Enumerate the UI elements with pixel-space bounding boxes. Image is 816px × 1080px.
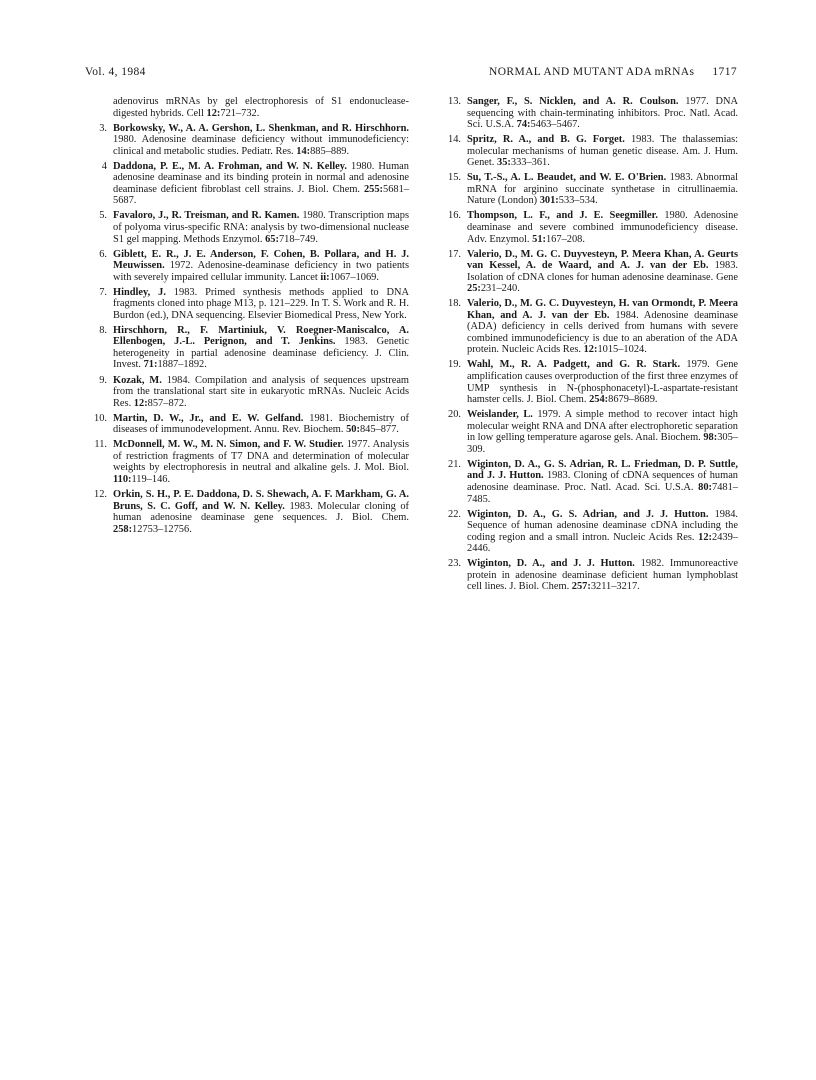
reference-pages: 3211–3217. [590, 581, 640, 593]
reference-volume: 80: [698, 481, 713, 493]
reference-text: 1983. Cloning of cDNA sequences of human adenosine deaminase. Proc. Natl. Acad. Sci. U.S.A. [467, 470, 738, 493]
reference-text: 1977. Analysis of restriction fragments of T7 DNA and determination of molecular weights by electrophoresis in neutral and alkaline gels. J. Mol. Biol. [113, 439, 409, 474]
reference-text: 1984. Sequence of human adenosine deaminase cDNA including the coding region and a small intron. Nucleic Acids Res. [467, 508, 738, 543]
reference-pages: 333–361. [510, 157, 550, 169]
reference-pages: 305–309. [467, 432, 738, 455]
reference-number: 6. [99, 248, 107, 260]
reference-number: 12. [94, 488, 107, 500]
reference-authors: Valerio, D., M. G. C. Duyvesteyn, P. Meera Khan, A. Geurts van Kessel, A. de Waard, and A. J. van der Eb. [467, 248, 738, 272]
reference-volume: 301: [539, 195, 559, 207]
reference-volume: 255: [363, 183, 384, 195]
reference-authors: Wiginton, D. A., G. S. Adrian, R. L. Friedman, D. P. Suttle, and J. J. Hutton. [467, 458, 738, 482]
reference-pages: 1887–1892. [157, 359, 207, 371]
reference-authors: Hindley, J. [113, 286, 166, 298]
reference-entry [446, 172, 738, 207]
reference-text: 1983. Primed synthesis methods applied to DNA fragments cloned into phage M13, p. 121–229. In T. S. Work and R. H. Burdon (ed.), DNA sequencing. Elsevier Biomedical Press, New York. [113, 286, 409, 321]
reference-text: 1984. Adenosine deaminase (ADA) deficiency in cells derived from humans with severe combined immunodeficiency is due to an aberation of the ADA protein. Nucleic Acids Res. [467, 309, 738, 356]
reference-pages: 718–749. [278, 233, 318, 245]
reference-number: 13. [448, 96, 461, 107]
reference-pages: 885–889. [310, 145, 350, 157]
reference-number: 10. [94, 412, 107, 424]
reference-pages: 721–732. [220, 107, 260, 119]
reference-volume: 12: [583, 344, 598, 356]
journal-volume: Vol. 4, 1984 [85, 66, 146, 78]
reference-volume: 51: [532, 233, 546, 245]
reference-pages: 857–872. [147, 397, 187, 409]
reference-entry [92, 123, 409, 158]
reference-entry [92, 161, 409, 207]
reference-text: 1981. Biochemistry of diseases of immunodevelopment. Annu. Rev. Biochem. [113, 412, 409, 436]
reference-authors: McDonnell, M. W., M. N. Simon, and F. W. Studier. [113, 439, 344, 451]
reference-authors: Kozak, M. [113, 374, 162, 386]
reference-number: 19. [448, 359, 461, 371]
reference-text: 1984. Compilation and analysis of sequences upstream from the translational start site in eukaryotic mRNAs. Nucleic Acids Res. [113, 374, 410, 409]
reference-authors: Orkin, S. H., P. E. Daddona, D. S. Shewach, A. F. Markham, G. A. Bruns, S. C. Goff, and W. N. Kelley. [113, 488, 409, 512]
reference-text: 1980. Transcription maps of polyoma virus-specific RNA: analysis by two-dimensional nuclease S1 gel mapping. Methods Enzymol. [113, 210, 410, 245]
reference-pages: 1015–1024. [597, 344, 647, 356]
reference-text: adenovirus mRNAs by gel electrophoresis of S1 endonuclease-digested hybrids. Cell [113, 96, 409, 119]
reference-pages: 533–534. [558, 195, 598, 207]
references-left-column [92, 96, 409, 539]
reference-entry [446, 210, 738, 245]
reference-volume: 12: [206, 107, 221, 119]
reference-number: 4 [101, 160, 107, 172]
references-right-column [446, 96, 738, 596]
reference-authors: Su, T.-S., A. L. Beaudet, and W. E. O'Brien. [467, 172, 667, 184]
reference-volume: 71: [143, 359, 158, 371]
reference-pages: 231–240. [480, 283, 520, 295]
reference-pages: 12753–12756. [132, 523, 192, 535]
reference-entry [92, 489, 409, 535]
reference-volume: ii: [320, 271, 330, 283]
reference-authors: Valerio, D., M. G. C. Duyvesteyn, H. van Ormondt, P. Meera Khan, and A. J. van der Eb. [467, 298, 738, 321]
reference-volume: 12: [698, 531, 713, 543]
reference-volume: 25: [467, 283, 481, 295]
reference-volume: 12: [133, 397, 148, 409]
reference-entry [446, 558, 738, 593]
reference-entry [92, 96, 409, 119]
reference-pages: 7481–7485. [467, 481, 738, 505]
running-head [489, 66, 737, 78]
reference-entry [446, 249, 738, 295]
reference-volume: 74: [516, 119, 531, 131]
reference-authors: Hirschhorn, R., F. Martiniuk, V. Roegner-Maniscalco, A. Ellenbogen, J.-L. Perignon, and T. Jenkins. [113, 324, 409, 348]
reference-entry [92, 375, 409, 410]
reference-entry [92, 287, 409, 322]
reference-authors: Daddona, P. E., M. A. Frohman, and W. N. Kelley. [113, 160, 348, 172]
reference-authors: Borkowsky, W., A. A. Gershon, L. Shenkman, and R. Hirschhorn. [113, 122, 409, 134]
reference-authors: Wiginton, D. A., G. S. Adrian, and J. J. Hutton. [467, 508, 709, 520]
reference-authors: Martin, D. W., Jr., and E. W. Gelfand. [113, 412, 304, 424]
running-title: NORMAL AND MUTANT ADA mRNAs [488, 66, 695, 78]
reference-entry [446, 134, 738, 169]
reference-authors: Wahl, M., R. A. Padgett, and G. R. Stark. [467, 359, 681, 371]
reference-number: 15. [448, 172, 461, 184]
reference-text: 1979. A simple method to recover intact high molecular weight RNA and DNA after electrophoretic separation in low gelling temperature agarose gels. Anal. Biochem. [467, 409, 739, 444]
reference-text: 1982. Immunoreactive protein in adenosine deaminase deficient human lymphoblast cell lines. J. Biol. Chem. [467, 558, 738, 593]
reference-number: 16. [448, 210, 461, 222]
reference-volume: 50: [346, 424, 360, 436]
reference-entry [92, 413, 409, 436]
reference-text: 1980. Adenosine deaminase deficiency without immunodeficiency: clinical and metabolic studies. Pediatr. Res. [113, 134, 409, 157]
reference-text: 1980. Adenosine deaminase and severe combined immunodeficiency disease. Adv. Enzymol. [467, 210, 738, 245]
reference-authors: Favaloro, J., R. Treisman, and R. Kamen. [113, 210, 300, 222]
reference-pages: 845–877. [359, 424, 399, 436]
page-number: 1717 [712, 66, 737, 78]
reference-volume: 65: [265, 233, 279, 245]
reference-number: 5. [99, 210, 107, 222]
reference-entry [92, 249, 409, 284]
reference-pages: 5463–5467. [530, 119, 580, 131]
reference-authors: Thompson, L. F., and J. E. Seegmiller. [467, 210, 658, 222]
reference-entry [446, 298, 738, 356]
reference-authors: Spritz, R. A., and B. G. Forget. [467, 134, 625, 146]
reference-number: 14. [448, 134, 461, 146]
reference-authors: Weislander, L. [467, 409, 533, 421]
reference-text: 1977. DNA sequencing with chain-terminating inhibitors. Proc. Natl. Acad. Sci. U.S.A. [467, 96, 738, 131]
reference-number: 23. [448, 558, 461, 570]
reference-entry [92, 439, 409, 485]
reference-number: 9. [99, 374, 107, 386]
reference-number: 22. [448, 508, 461, 520]
reference-text: 1983. Molecular cloning of human adenosine deaminase gene sequences. J. Biol. Chem. [113, 500, 409, 524]
reference-volume: 98: [703, 432, 718, 444]
reference-pages: 5681–5687. [113, 183, 409, 207]
reference-text: 1983. Isolation of cDNA clones for human adenosine deaminase. Gene [467, 260, 738, 283]
reference-volume: 258: [113, 523, 133, 535]
reference-volume: 110: [113, 473, 132, 485]
reference-text: 1972. Adenosine-deaminase deficiency in two patients with severely impaired cellular immunity. Lancet [113, 260, 409, 283]
reference-volume: 257: [571, 581, 591, 593]
reference-number: 18. [448, 298, 461, 310]
reference-number: 8. [99, 324, 107, 336]
reference-number: 11. [94, 439, 107, 451]
reference-entry [446, 96, 738, 131]
reference-authors: Giblett, E. R., J. E. Anderson, F. Cohen, B. Pollara, and H. J. Meuwissen. [113, 248, 409, 272]
reference-volume: 254: [589, 394, 609, 406]
reference-pages: 1067–1069. [329, 271, 379, 283]
reference-entry [92, 210, 409, 245]
reference-number: 17. [448, 248, 461, 260]
reference-text: 1983. Genetic heterogeneity in partial adenosine deaminase deficiency. J. Clin. Invest. [113, 336, 409, 371]
page-header [85, 66, 737, 82]
reference-entry [446, 359, 738, 405]
reference-volume: 35: [497, 157, 511, 169]
reference-entry [446, 459, 738, 505]
reference-number: 21. [448, 458, 461, 470]
reference-pages: 119–146. [131, 473, 171, 485]
reference-pages: 167–208. [545, 233, 585, 245]
reference-pages: 8679–8689. [608, 394, 658, 406]
reference-volume: 14: [296, 145, 311, 157]
reference-number: 20. [448, 409, 461, 421]
reference-number: 7. [99, 286, 107, 298]
reference-entry [446, 409, 738, 455]
reference-entry [92, 325, 409, 371]
reference-text: 1980. Human adenosine deaminase and its binding protein in normal and adenosine deaminase deficient fibroblast cell strains. J. Biol. Chem. [113, 160, 409, 195]
reference-authors: Wiginton, D. A., and J. J. Hutton. [467, 558, 635, 570]
reference-text: 1979. Gene amplification causes overproduction of the first three enzymes of UMP synthesis in N-(phosphonacetyl)-L-aspartate-resistant hamster cells. J. Biol. Chem. [467, 359, 739, 406]
reference-entry [446, 509, 738, 555]
reference-text: 1983. Abnormal mRNA for arginino succinate synthetase in citrullinaemia. Nature (London) [467, 172, 738, 207]
reference-pages: 2439–2446. [467, 531, 738, 555]
reference-number: 3. [99, 122, 107, 134]
reference-authors: Sanger, F., S. Nicklen, and A. R. Coulson. [467, 96, 679, 107]
reference-text: 1983. The thalassemias: molecular mechanisms of human genetic disease. Am. J. Hum. Genet. [467, 134, 738, 169]
